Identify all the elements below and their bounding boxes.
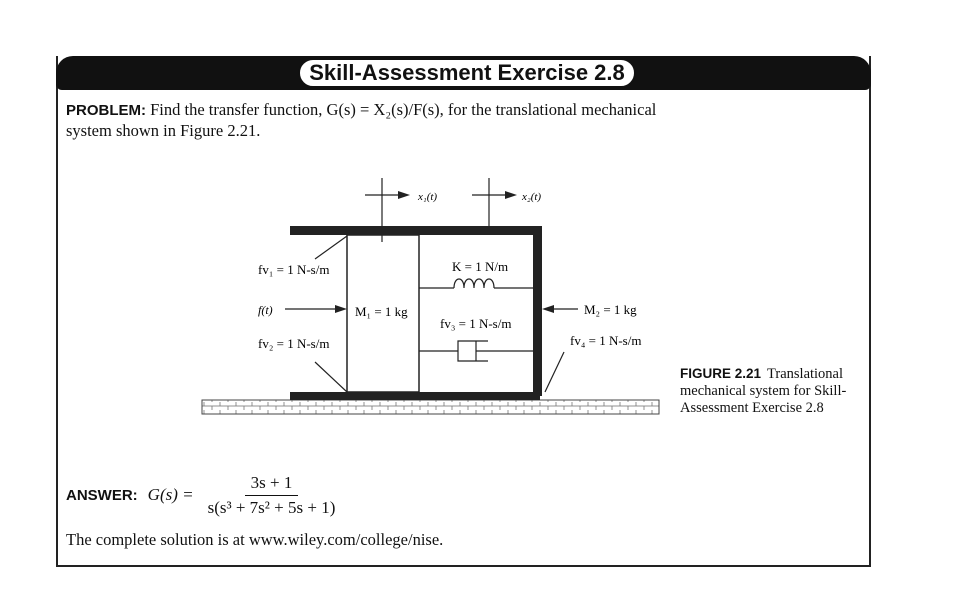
fv3-label: fv₃ = 1 N-s/m [440,316,512,331]
fv2-label: fv₂ = 1 N-s/m [258,336,330,351]
ground-plate [290,392,540,400]
answer-fraction [202,473,342,518]
spring-k [419,279,533,288]
answer-equation [148,473,342,518]
answer-label: ANSWER: [66,486,138,504]
x2-marker [472,178,517,226]
banner-title: Skill-Assessment Exercise 2.8 [298,58,636,88]
solution-note: The complete solution is at www.wiley.com/college/nise. [66,530,444,549]
problem-statement [66,100,706,141]
fv1-pointer [315,236,347,259]
m2-right-wall [533,226,542,396]
answer-denominator: s(s³ + 7s² + 5s + 1) [207,497,336,517]
m2-arrowhead [542,305,554,313]
fv4-label: fv₄ = 1 N-s/m [570,333,642,348]
ft-label: f(t) [258,303,273,317]
answer-lhs: G(s) = [147,485,194,504]
x2-label: x₂(t) [522,191,542,203]
caption-text: Translational mechanical system for Skill-Assessment Exercise 2.8 [680,366,847,416]
fv4-pointer [545,352,564,392]
ground [202,400,659,414]
k-label: K = 1 N/m [452,259,509,274]
ft-arrowhead [335,305,347,313]
m1-label: M₁ = 1 kg [355,304,408,319]
answer-numerator: 3s + 1 [245,473,299,496]
answer-row [66,470,341,520]
m2-top-bar [290,226,542,235]
problem-text: Find the transfer function, G(s) = X₂(s)/F(s), for the translational mechanical system shown in Figure 2.21. [66,100,657,140]
x1-label: x₁(t) [418,191,438,203]
fv1-label: fv₁ = 1 N-s/m [258,262,330,277]
m2-label: M₂ = 1 kg [584,302,637,317]
mechanical-system-figure [200,178,670,423]
fv2-pointer [315,362,347,392]
figure-caption [680,365,870,417]
damper-fv3 [419,341,533,361]
problem-label: PROBLEM: [66,102,146,119]
caption-number: FIGURE 2.21 [680,366,762,381]
